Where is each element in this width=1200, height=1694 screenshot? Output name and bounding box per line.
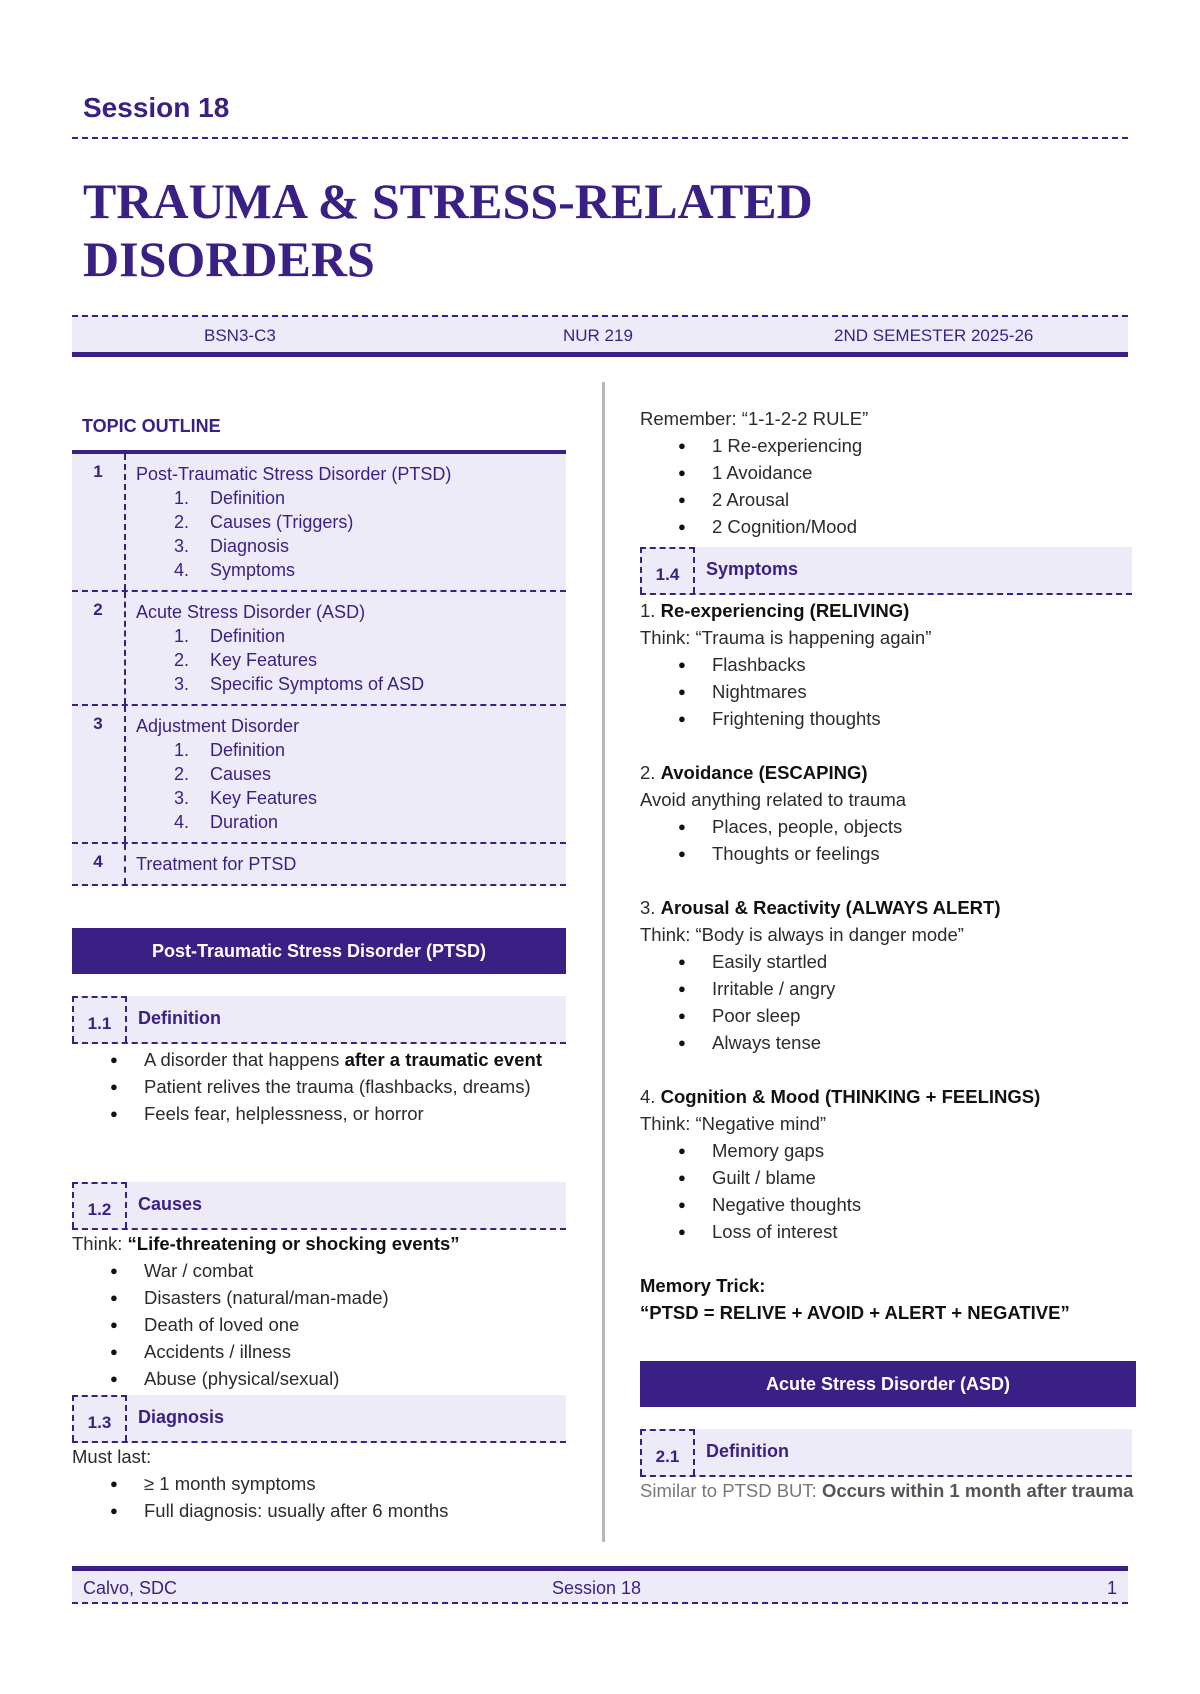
outline-subitem: 2. Causes	[174, 764, 272, 784]
section-number: 1.3	[72, 1395, 127, 1441]
symptom-think: Think: “Trauma is happening again”	[640, 627, 932, 648]
list-item: ● Nightmares	[640, 678, 1132, 705]
outline-row-title: Post-Traumatic Stress Disorder (PTSD)	[136, 464, 452, 484]
diagnosis-intro: Must last:	[72, 1446, 152, 1467]
list-item: ● Feels fear, helplessness, or horror	[72, 1100, 572, 1127]
outline-row-number: 4	[72, 844, 126, 884]
list-item: ● Thoughts or feelings	[640, 840, 1132, 867]
definition-list	[72, 1046, 572, 1127]
section-number: 2.1	[640, 1429, 695, 1475]
column-divider	[602, 382, 605, 1542]
course-info-bar	[72, 315, 1128, 357]
outline-subitem: 2. Key Features	[174, 650, 318, 670]
section-header-causes	[72, 1182, 566, 1230]
section-header-symptoms	[640, 547, 1132, 595]
outline-row	[72, 844, 566, 886]
page-title: TRAUMA & STRESS-RELATED DISORDERS	[83, 173, 813, 287]
list-item: ● Places, people, objects	[640, 813, 1132, 840]
outline-row-number: 3	[72, 706, 126, 842]
symptom-group	[640, 759, 1132, 867]
symptom-heading: 2. Avoidance (ESCAPING)	[640, 762, 868, 783]
ptsd-banner: Post-Traumatic Stress Disorder (PTSD)	[72, 928, 566, 974]
list-item: ● ≥ 1 month symptoms	[72, 1470, 572, 1497]
section-number: 1.2	[72, 1182, 127, 1228]
session-title: Session 18	[83, 92, 230, 123]
outline-subitem: 1. Definition	[174, 626, 286, 646]
footer-author: Calvo, SDC	[83, 1578, 178, 1598]
semester-label: 2ND SEMESTER 2025-26	[834, 326, 1034, 345]
symptom-think: Think: “Negative mind”	[640, 1113, 827, 1134]
outline-title: TOPIC OUTLINE	[82, 416, 221, 436]
symptom-group	[640, 597, 1132, 732]
list-item: ● A disorder that happens after a traumatic event	[72, 1046, 572, 1073]
course-code: NUR 219	[563, 326, 633, 345]
outline-row-title: Treatment for PTSD	[136, 854, 297, 874]
causes-think: Think: “Life-threatening or shocking events”	[72, 1233, 460, 1254]
outline-row-title: Acute Stress Disorder (ASD)	[136, 602, 366, 622]
list-item: ● 1 Re-experiencing	[640, 432, 1132, 459]
outline-subitem: 4. Duration	[174, 812, 279, 832]
section-label: Causes	[138, 1194, 203, 1214]
list-item: ● Loss of interest	[640, 1218, 1132, 1245]
outline-subitem: 3. Key Features	[174, 788, 318, 808]
outline-subitem: 4. Symptoms	[174, 560, 296, 580]
remember-intro: Remember: “1-1-2-2 RULE”	[640, 408, 869, 429]
section-label: Diagnosis	[138, 1407, 225, 1427]
outline-subitem: 3. Specific Symptoms of ASD	[174, 674, 425, 694]
list-item: ● Full diagnosis: usually after 6 months	[72, 1497, 572, 1524]
list-item: ● Death of loved one	[72, 1311, 572, 1338]
footer-session: Session 18	[552, 1578, 642, 1598]
page-footer	[72, 1566, 1128, 1604]
symptom-group	[640, 894, 1132, 1056]
memory-trick-label: Memory Trick:	[640, 1275, 766, 1296]
session-divider	[72, 137, 1128, 139]
section-header-definition	[72, 996, 566, 1044]
list-item: ● War / combat	[72, 1257, 572, 1284]
list-item: ● Abuse (physical/sexual)	[72, 1365, 572, 1392]
symptoms-groups	[640, 597, 1132, 1326]
list-item: ● Guilt / blame	[640, 1164, 1132, 1191]
causes-list	[72, 1230, 572, 1392]
section-label: Definition	[706, 1441, 789, 1461]
section-header-asd-definition	[640, 1429, 1132, 1477]
list-item: ● Always tense	[640, 1029, 1132, 1056]
section-code: BSN3-C3	[204, 326, 276, 345]
list-item: ● Poor sleep	[640, 1002, 1132, 1029]
outline-row	[72, 592, 566, 706]
symptom-group	[640, 1083, 1132, 1245]
outline-subitem: 2. Causes (Triggers)	[174, 512, 354, 532]
symptom-heading: 3. Arousal & Reactivity (ALWAYS ALERT)	[640, 897, 1001, 918]
section-number: 1.4	[640, 547, 695, 593]
list-item: ● Frightening thoughts	[640, 705, 1132, 732]
list-item: ● Easily startled	[640, 948, 1132, 975]
remember-block	[640, 405, 1132, 540]
list-item: ● 1 Avoidance	[640, 459, 1132, 486]
symptom-heading: 1. Re-experiencing (RELIVING)	[640, 600, 910, 621]
topic-outline-table	[72, 450, 566, 886]
outline-row	[72, 454, 566, 592]
outline-subitem: 1. Definition	[174, 488, 286, 508]
outline-subitem: 3. Diagnosis	[174, 536, 290, 556]
symptom-heading: 4. Cognition & Mood (THINKING + FEELINGS)	[640, 1086, 1041, 1107]
outline-row-number: 2	[72, 592, 126, 704]
asd-banner: Acute Stress Disorder (ASD)	[640, 1361, 1136, 1407]
diagnosis-list	[72, 1443, 572, 1524]
outline-row-number: 1	[72, 454, 126, 590]
outline-subitem: 1. Definition	[174, 740, 286, 760]
list-item: ● Patient relives the trauma (flashbacks, dreams)	[72, 1073, 572, 1100]
symptom-think: Think: “Body is always in danger mode”	[640, 924, 964, 945]
outline-row-title: Adjustment Disorder	[136, 716, 300, 736]
list-item: ● Negative thoughts	[640, 1191, 1132, 1218]
asd-definition-text: Similar to PTSD BUT: Occurs within 1 month after trauma	[640, 1480, 1134, 1501]
section-label: Symptoms	[706, 559, 799, 579]
list-item: ● 2 Arousal	[640, 486, 1132, 513]
list-item: ● Irritable / angry	[640, 975, 1132, 1002]
list-item: ● Disasters (natural/man-made)	[72, 1284, 572, 1311]
memory-trick-text: “PTSD = RELIVE + AVOID + ALERT + NEGATIVE”	[640, 1302, 1070, 1323]
list-item: ● Flashbacks	[640, 651, 1132, 678]
list-item: ● Memory gaps	[640, 1137, 1132, 1164]
footer-page-number: 1	[1106, 1578, 1117, 1598]
memory-trick	[640, 1272, 1132, 1326]
section-label: Definition	[138, 1008, 221, 1028]
section-number: 1.1	[72, 996, 127, 1042]
outline-row	[72, 706, 566, 844]
list-item: ● 2 Cognition/Mood	[640, 513, 1132, 540]
list-item: ● Accidents / illness	[72, 1338, 572, 1365]
symptom-think: Avoid anything related to trauma	[640, 789, 907, 810]
section-header-diagnosis	[72, 1395, 566, 1443]
